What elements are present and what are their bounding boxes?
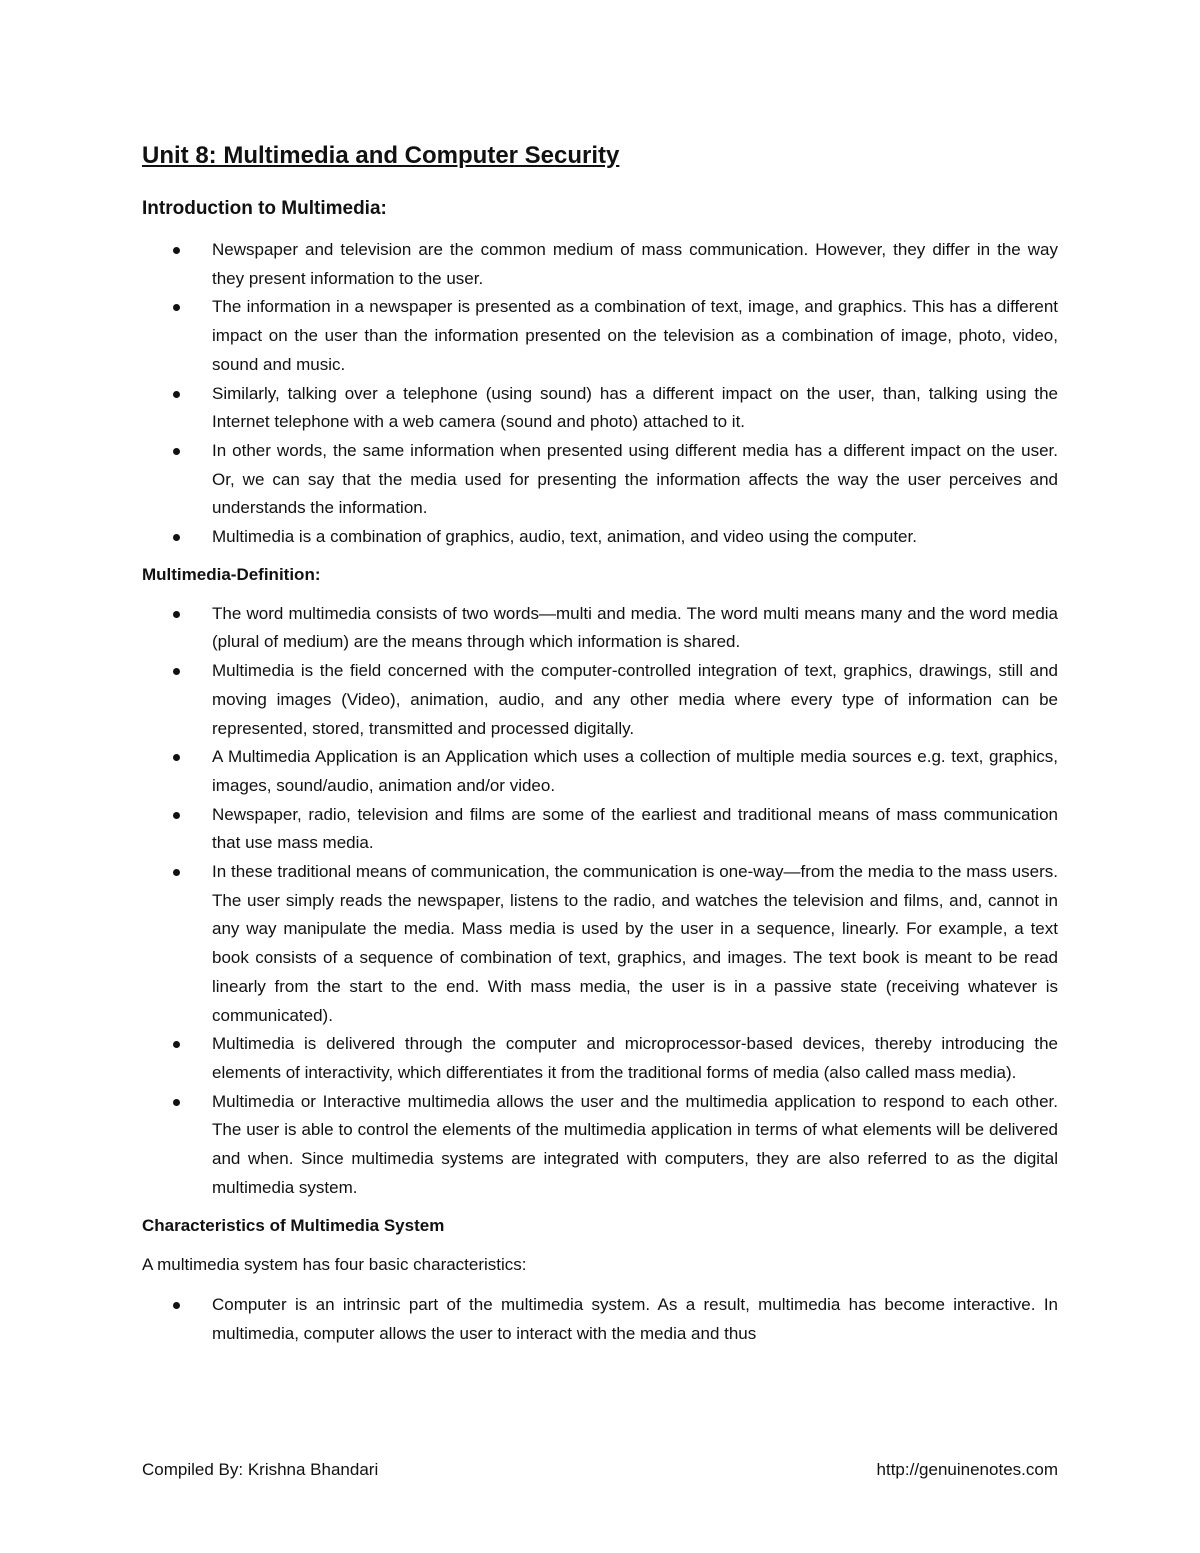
characteristics-heading: Characteristics of Multimedia System [142,1215,445,1235]
list-item-text: In other words, the same information when presented using different media has a different impact on the user. Or, we can say that the media used for presenting the information affects the way the user perceives and understands the information. [212,440,1058,518]
list-item [142,743,1058,800]
bullet-icon [173,534,180,541]
list-item [142,1030,1058,1087]
bullet-icon [173,247,180,254]
definition-bullet-list [142,600,1058,1203]
list-item [142,523,1058,552]
unit-title: Unit 8: Multimedia and Computer Security [142,142,620,169]
list-item-text: The word multimedia consists of two words—multi and media. The word multi means many and the word media (plural of medium) are the means through which information is shared. [212,603,1058,652]
footer-website-link[interactable]: http://genuinenotes.com [876,1460,1058,1479]
bullet-icon [173,448,180,455]
list-item-text: The information in a newspaper is presented as a combination of text, image, and graphics. This has a different impact on the user than the information presented on the television as a combination of image, photo, video, sound and music. [212,297,1058,374]
list-item-text: A Multimedia Application is an Application which uses a collection of multiple media sources e.g. text, graphics, images, sound/audio, animation and/or video. [212,747,1058,795]
bullet-icon [173,304,180,311]
list-item [142,236,1058,293]
bullet-icon [173,869,180,876]
bullet-icon [173,391,180,398]
characteristics-bullet-list [142,1291,1058,1348]
bullet-icon [173,754,180,761]
list-item-text: Newspaper, radio, television and films are some of the earliest and traditional means of mass communication that use mass media. [212,804,1058,853]
definition-heading: Multimedia-Definition: [142,564,321,584]
list-item-text: Newspaper and television are the common medium of mass communication. However, they differ in the way they present information to the user. [212,240,1058,288]
bullet-icon [173,812,180,819]
list-item [142,801,1058,858]
list-item-text: Similarly, talking over a telephone (using sound) has a different impact on the user, than, talking using the Internet telephone with a web camera (sound and photo) attached to it. [212,383,1058,432]
bullet-icon [173,1302,180,1309]
list-item [142,600,1058,657]
page-content [142,140,1058,1359]
list-item [142,380,1058,437]
bullet-icon [173,1041,180,1048]
page-footer [142,1457,1058,1483]
list-item [142,858,1058,1030]
list-item-text: Multimedia is a combination of graphics, audio, text, animation, and video using the computer. [212,527,917,547]
list-item-text: Multimedia is the field concerned with the computer-controlled integration of text, graphics, drawings, still and moving images (Video), animation, audio, and any other media where every type of information can be represented, stored, transmitted and processed digitally. [212,661,1058,738]
bullet-icon [173,1099,180,1106]
footer-author: Compiled By: Krishna Bhandari [142,1460,379,1479]
bullet-icon [173,668,180,675]
bullet-icon [173,611,180,618]
list-item [142,293,1058,379]
list-item-text: Multimedia is delivered through the computer and microprocessor-based devices, thereby introducing the elements of interactivity, which differentiates it from the traditional forms of media (also called mass media). [212,1034,1058,1082]
list-item [142,437,1058,523]
list-item [142,657,1058,743]
list-item [142,1088,1058,1203]
list-item-text: Computer is an intrinsic part of the multimedia system. As a result, multimedia has become interactive. In multimedia, computer allows the user to interact with the media and thus [212,1295,1058,1343]
list-item-text: In these traditional means of communication, the communication is one-way—from the media to the mass users. The user simply reads the newspaper, listens to the radio, and watches the television and films, and, cannot in any way manipulate the media. Mass media is used by the user in a sequence, linearly. For example, a text book consists of a sequence of combination of text, graphics, and images. The text book is meant to be read linearly from the start to the end. With mass media, the user is in a passive state (receiving whatever is communicated). [212,862,1058,1025]
list-item [142,1291,1058,1348]
characteristics-intro: A multimedia system has four basic characteristics: [142,1254,527,1274]
intro-heading: Introduction to Multimedia: [142,198,387,219]
list-item-text: Multimedia or Interactive multimedia allows the user and the multimedia application to respond to each other. The user is able to control the elements of the multimedia application in terms of what elements will be delivered and when. Since multimedia systems are integrated with computers, they are also referred to as the digital multimedia system. [212,1091,1058,1197]
intro-bullet-list [142,236,1058,552]
